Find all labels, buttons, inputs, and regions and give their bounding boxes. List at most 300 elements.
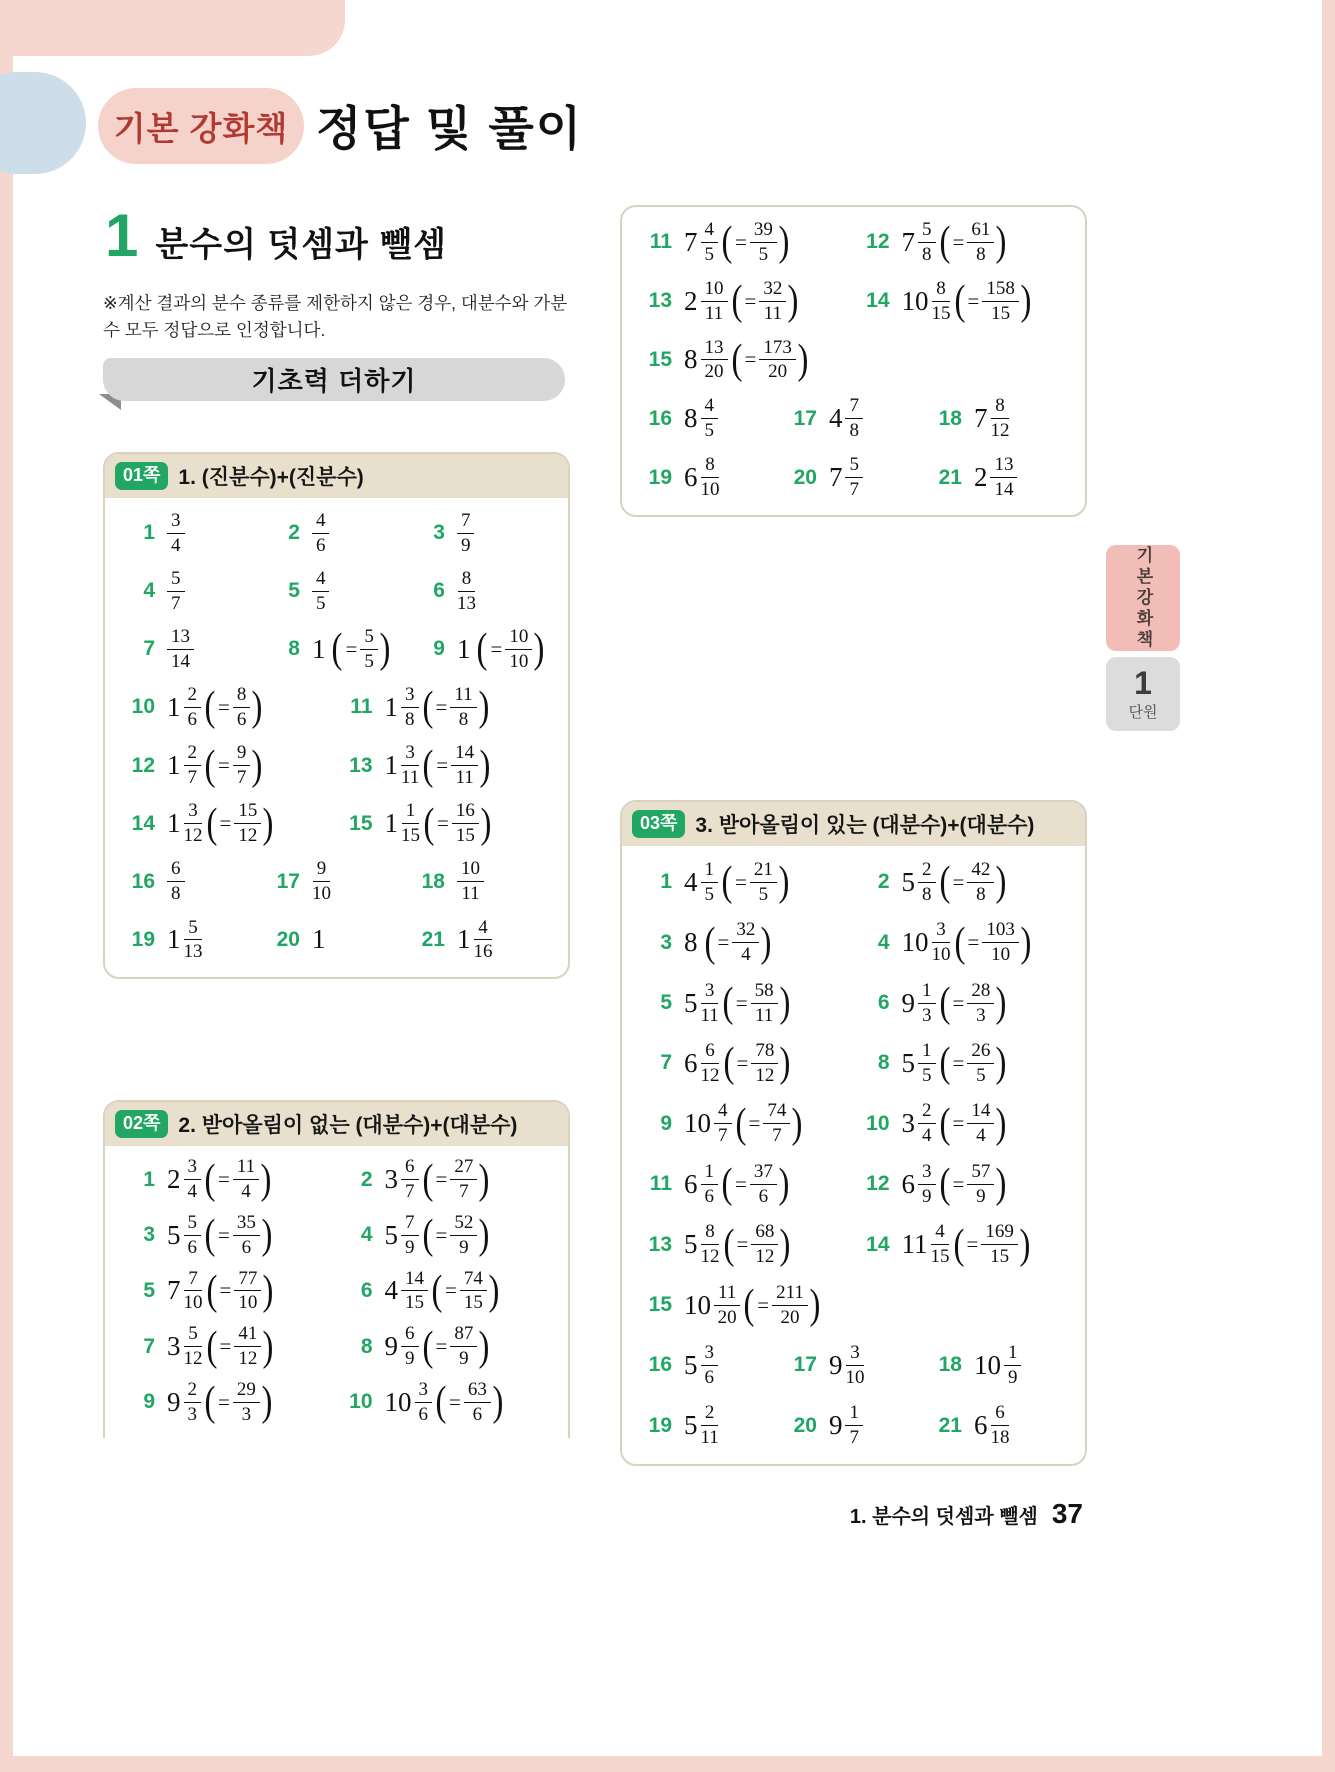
- improper-fraction-group: [421, 1324, 492, 1369]
- fraction: $\frac{1}{3}$: [918, 981, 936, 1026]
- answer-row: [125, 504, 560, 562]
- right-paren: ): [251, 742, 263, 789]
- whole-number: 10: [384, 1386, 412, 1417]
- answer-item: [270, 511, 415, 556]
- answer-item: [642, 220, 860, 265]
- fraction: $\frac{1}{7}$: [845, 1403, 863, 1448]
- answer-item: [860, 1041, 1078, 1086]
- fraction: $\frac{2}{4}$: [918, 1101, 936, 1146]
- fraction: $\frac{4}{5}$: [312, 569, 330, 614]
- equals-sign: =: [735, 990, 748, 1015]
- right-paren: ): [261, 1212, 273, 1259]
- answer-value: [684, 860, 791, 905]
- answer-item: [125, 627, 270, 672]
- answer-value: [684, 220, 791, 265]
- answer-number: 20: [793, 465, 817, 489]
- answer-number: 2: [877, 870, 890, 894]
- fraction: $\frac{4}{15}$: [930, 1221, 950, 1268]
- equals-sign: =: [952, 869, 965, 894]
- answer-box-2-continued-body: [622, 207, 1085, 515]
- page-tag-02: 02쪽: [115, 1110, 168, 1138]
- equals-sign: =: [952, 1171, 965, 1196]
- fraction: $\frac{3}{11}$: [401, 742, 420, 789]
- whole-number: 1: [167, 924, 181, 955]
- equals-sign: =: [744, 347, 757, 372]
- answer-number: 18: [938, 1353, 962, 1377]
- answer-number: 18: [938, 406, 962, 430]
- right-paren: ): [797, 336, 809, 383]
- whole-number: 5: [684, 1410, 698, 1441]
- answer-number: 8: [360, 1334, 373, 1358]
- answer-value: [167, 859, 185, 904]
- improper-fraction-group: [722, 1222, 793, 1267]
- right-paren: ): [479, 742, 491, 789]
- fraction: $\frac{3}{12}$: [183, 800, 203, 847]
- fraction: $\frac{42}{8}$: [967, 860, 994, 905]
- answer-item: [415, 569, 560, 614]
- right-paren: ): [995, 980, 1007, 1027]
- answer-value: [167, 801, 275, 846]
- fraction: $\frac{4}{5}$: [701, 220, 719, 265]
- fraction: $\frac{10}{11}$: [457, 859, 484, 904]
- equals-sign: =: [966, 1232, 979, 1257]
- fraction: $\frac{8}{12}$: [990, 395, 1010, 442]
- fraction: $\frac{103}{10}$: [982, 920, 1019, 965]
- answer-item: [787, 1403, 932, 1448]
- equals-sign: =: [748, 1111, 761, 1136]
- side-tab-unit-label: 단원: [1128, 703, 1158, 721]
- improper-fraction-group: [938, 1162, 1009, 1207]
- answer-value: [684, 1343, 718, 1388]
- right-paren: ): [492, 1379, 504, 1426]
- whole-number: 2: [973, 462, 988, 493]
- answer-item: [642, 920, 860, 965]
- equals-sign: =: [218, 1389, 230, 1414]
- improper-fraction-group: [703, 920, 774, 965]
- answer-number: 6: [360, 1278, 373, 1302]
- right-paren: ): [779, 980, 791, 1027]
- left-paren: (: [435, 1379, 447, 1426]
- improper-fraction-group: [203, 685, 264, 730]
- equals-sign: =: [736, 1050, 749, 1075]
- improper-fraction-group: [421, 1157, 492, 1202]
- answer-value: [684, 1041, 792, 1086]
- answer-value: [974, 455, 1018, 500]
- page-footer: [850, 1498, 1083, 1530]
- left-paren: (: [722, 980, 734, 1027]
- fraction: $\frac{1}{5}$: [918, 1041, 936, 1086]
- fraction: $\frac{3}{4}$: [184, 1157, 202, 1202]
- answer-number: 15: [648, 347, 672, 371]
- answer-row: [125, 737, 560, 795]
- side-tab-unit: [1106, 657, 1180, 731]
- whole-number: 7: [973, 403, 988, 434]
- answer-value: [457, 859, 484, 904]
- improper-fraction-group: [721, 981, 792, 1026]
- left-paren: (: [721, 219, 733, 266]
- equals-sign: =: [952, 990, 965, 1015]
- fraction: $\frac{11}{20}$: [714, 1283, 740, 1328]
- fraction: $\frac{3}{6}$: [701, 1343, 719, 1388]
- improper-fraction-group: [953, 279, 1033, 324]
- answer-value: [312, 627, 392, 672]
- left-paren: (: [723, 1040, 734, 1087]
- left-paren: (: [423, 800, 435, 847]
- answer-box-3-body: [622, 846, 1085, 1464]
- left-paren: (: [704, 919, 715, 966]
- answer-row: [125, 911, 560, 969]
- answer-box-2-title: 2. 받아올림이 없는 (대분수)+(대분수): [178, 1114, 518, 1137]
- answer-row: [642, 1154, 1077, 1214]
- fraction: $\frac{16}{15}$: [452, 801, 479, 846]
- fraction: $\frac{5}{13}$: [183, 916, 203, 963]
- right-paren: ): [995, 219, 1007, 266]
- answer-value: [385, 1213, 492, 1258]
- answer-number: 9: [660, 1111, 672, 1135]
- answer-value: [902, 1101, 1009, 1146]
- fraction: $\frac{6}{7}$: [401, 1157, 419, 1202]
- answer-value: [385, 1324, 492, 1369]
- answer-row: [125, 853, 560, 911]
- answer-item: [343, 1324, 561, 1369]
- answer-item: [343, 743, 561, 788]
- fraction: $\frac{13}{14}$: [990, 455, 1017, 500]
- answer-value: [167, 918, 203, 963]
- fraction: $\frac{1}{6}$: [701, 1162, 719, 1207]
- answer-number: 3: [143, 1223, 155, 1247]
- answer-value: [312, 569, 330, 614]
- answer-item: [642, 1162, 860, 1207]
- fraction: $\frac{74}{15}$: [460, 1269, 487, 1314]
- fraction: $\frac{41}{12}$: [234, 1324, 261, 1369]
- answer-number: 4: [877, 930, 890, 954]
- equals-sign: =: [435, 694, 448, 719]
- right-paren: ): [251, 684, 263, 731]
- fraction: $\frac{6}{8}$: [167, 859, 185, 904]
- equals-sign: =: [952, 1050, 965, 1075]
- answer-value: [684, 1403, 719, 1448]
- fraction: $\frac{39}{5}$: [750, 220, 777, 265]
- answer-box-2-header: [105, 1102, 568, 1146]
- answer-value: [167, 1380, 274, 1425]
- equals-sign: =: [435, 1222, 448, 1247]
- fraction: $\frac{87}{9}$: [450, 1324, 477, 1369]
- right-paren: ): [787, 278, 799, 325]
- whole-number: 6: [684, 462, 698, 493]
- answer-item: [125, 801, 343, 846]
- answer-value: [457, 627, 546, 672]
- page-edge-right: [1322, 0, 1335, 1772]
- fraction: $\frac{5}{5}$: [360, 627, 378, 672]
- fraction: $\frac{57}{9}$: [967, 1162, 994, 1207]
- fraction: $\frac{77}{10}$: [234, 1269, 261, 1314]
- right-paren: ): [261, 1379, 273, 1426]
- answer-value: [829, 396, 863, 441]
- answer-number: 3: [433, 521, 445, 545]
- answer-value: [457, 918, 493, 963]
- right-paren: ): [480, 800, 492, 847]
- answer-item: [125, 1269, 343, 1314]
- side-tab-unit-number: 1: [1134, 664, 1152, 701]
- fraction: $\frac{8}{10}$: [700, 454, 720, 501]
- answer-number: 12: [866, 230, 890, 254]
- right-paren: ): [379, 626, 391, 673]
- improper-fraction-group: [730, 279, 801, 324]
- right-paren: ): [760, 919, 772, 966]
- whole-number: 9: [828, 1410, 843, 1441]
- answer-row: [642, 272, 1077, 331]
- whole-number: 7: [901, 226, 915, 257]
- whole-number: 7: [167, 1275, 181, 1306]
- right-paren: ): [262, 1323, 274, 1370]
- left-paren: (: [204, 1156, 216, 1203]
- answer-value: [385, 685, 491, 730]
- series-badge: [98, 88, 304, 164]
- answer-value: [684, 1222, 792, 1267]
- answer-number: 10: [866, 1111, 890, 1135]
- answer-item: [860, 981, 1078, 1026]
- answer-value: [457, 511, 475, 556]
- equals-sign: =: [219, 1278, 232, 1303]
- right-paren: ): [809, 1282, 821, 1329]
- equals-sign: =: [218, 1167, 230, 1192]
- answer-number: 20: [276, 927, 300, 951]
- answer-box-1-title: 1. (진분수)+(진분수): [178, 466, 364, 489]
- answer-item: [932, 1343, 1077, 1388]
- answer-number: 14: [131, 811, 155, 835]
- answer-box-3-header: [622, 802, 1085, 846]
- answer-item: [642, 396, 787, 441]
- improper-fraction-group: [475, 627, 546, 672]
- answer-value: [385, 1157, 492, 1202]
- whole-number: 10: [901, 285, 929, 316]
- improper-fraction-group: [205, 1324, 276, 1369]
- fraction: $\frac{3}{4}$: [167, 511, 185, 556]
- left-paren: (: [332, 626, 343, 673]
- equals-sign: =: [717, 930, 730, 955]
- answer-item: [860, 860, 1078, 905]
- fraction: $\frac{1}{5}$: [701, 860, 719, 905]
- fraction: $\frac{35}{6}$: [233, 1213, 260, 1258]
- answer-item: [415, 511, 560, 556]
- fraction: $\frac{5}{7}$: [845, 455, 863, 500]
- whole-number: 4: [828, 403, 843, 434]
- answer-number: 5: [143, 1278, 155, 1302]
- fraction: $\frac{5}{7}$: [167, 569, 185, 614]
- answer-number: 1: [660, 870, 672, 894]
- fraction: $\frac{2}{11}$: [700, 1402, 719, 1449]
- equals-sign: =: [445, 1278, 457, 1303]
- answer-row: [642, 1214, 1077, 1274]
- answer-number: 7: [660, 1051, 672, 1075]
- improper-fraction-group: [720, 220, 791, 265]
- right-paren: ): [488, 1267, 500, 1314]
- answer-item: [270, 569, 415, 614]
- left-paren: (: [954, 278, 965, 325]
- equals-sign: =: [967, 288, 980, 313]
- answer-value: [684, 1162, 791, 1207]
- fraction: $\frac{11}{4}$: [233, 1157, 259, 1202]
- answer-item: [932, 1403, 1077, 1448]
- answer-row: [125, 1319, 560, 1375]
- answer-number: 10: [349, 1390, 373, 1414]
- fraction: $\frac{28}{3}$: [967, 981, 994, 1026]
- answer-value: [167, 1269, 275, 1314]
- fraction: $\frac{9}{7}$: [233, 743, 251, 788]
- fraction: $\frac{5}{8}$: [918, 220, 936, 265]
- whole-number: 5: [901, 1047, 915, 1078]
- answer-number: 2: [288, 521, 300, 545]
- fraction: $\frac{8}{12}$: [700, 1221, 720, 1268]
- answer-value: [684, 1283, 822, 1328]
- fraction: $\frac{10}{10}$: [505, 627, 532, 672]
- equals-sign: =: [218, 1222, 230, 1247]
- fraction: $\frac{6}{9}$: [401, 1324, 419, 1369]
- answer-row: [125, 678, 560, 736]
- answer-item: [125, 685, 343, 730]
- answer-row: [642, 1396, 1077, 1456]
- answer-item: [642, 1222, 860, 1267]
- left-paren: (: [422, 684, 433, 731]
- answer-value: [312, 859, 331, 904]
- improper-fraction-group: [203, 1213, 274, 1258]
- answer-box-1-body: [105, 498, 568, 977]
- answer-number: 1: [143, 521, 155, 545]
- whole-number: 9: [167, 1386, 181, 1417]
- right-paren: ): [1020, 278, 1032, 325]
- answer-item: [642, 1343, 787, 1388]
- fraction: $\frac{1}{9}$: [1004, 1343, 1022, 1388]
- answer-row: [125, 562, 560, 620]
- equals-sign: =: [952, 1111, 965, 1136]
- answer-item: [860, 1162, 1078, 1207]
- answer-value: [312, 926, 329, 953]
- answer-item: [642, 1041, 860, 1086]
- answer-value: [829, 455, 863, 500]
- answer-item: [642, 455, 787, 500]
- left-paren: (: [721, 1161, 733, 1208]
- footer-chapter: 1. 분수의 덧셈과 뺄셈: [849, 1506, 1038, 1528]
- answer-box-1-header: [105, 454, 568, 498]
- answer-number: 18: [421, 869, 445, 893]
- answer-box-2-continued: [620, 205, 1087, 517]
- whole-number: 9: [384, 1331, 398, 1362]
- answer-number: 14: [866, 289, 890, 313]
- fraction: $\frac{3}{6}$: [415, 1380, 433, 1425]
- left-paren: (: [743, 1282, 755, 1329]
- left-paren: (: [204, 1379, 216, 1426]
- page-tag-03: 03쪽: [632, 810, 685, 838]
- whole-number: 3: [901, 1108, 915, 1139]
- fraction: $\frac{2}{6}$: [184, 685, 202, 730]
- fraction: $\frac{4}{7}$: [714, 1101, 732, 1146]
- answer-item: [787, 396, 932, 441]
- fraction: $\frac{2}{7}$: [184, 743, 202, 788]
- whole-number: 5: [684, 1349, 698, 1380]
- answer-row: [642, 1094, 1077, 1154]
- fraction: $\frac{2}{3}$: [184, 1380, 202, 1425]
- whole-number: 1: [384, 691, 398, 722]
- equals-sign: =: [219, 811, 232, 836]
- whole-number: 5: [384, 1219, 398, 1250]
- answer-item: [125, 859, 270, 904]
- fraction: $\frac{68}{12}$: [751, 1222, 778, 1267]
- answer-item: [343, 1157, 561, 1202]
- fraction: $\frac{37}{6}$: [750, 1162, 777, 1207]
- fraction: $\frac{13}{20}$: [701, 338, 728, 383]
- improper-fraction-group: [421, 743, 492, 788]
- fraction: $\frac{78}{12}$: [751, 1041, 778, 1086]
- fraction: $\frac{14}{11}$: [451, 743, 478, 788]
- answer-value: [684, 1101, 804, 1146]
- answer-item: [125, 511, 270, 556]
- answer-item: [642, 1403, 787, 1448]
- answer-number: 1: [143, 1167, 155, 1191]
- equals-sign: =: [437, 811, 449, 836]
- answer-number: 15: [648, 1293, 672, 1317]
- answer-value: [684, 455, 720, 500]
- section-banner: 기초력 더하기: [103, 358, 565, 401]
- left-paren: (: [206, 1267, 217, 1314]
- whole-number: 8: [684, 344, 698, 375]
- answer-box-3: [620, 800, 1087, 1466]
- fraction: $\frac{4}{5}$: [701, 396, 719, 441]
- left-paren: (: [204, 684, 216, 731]
- right-paren: ): [995, 1100, 1007, 1147]
- answer-number: 4: [143, 579, 155, 603]
- fraction: $\frac{158}{15}$: [982, 279, 1019, 324]
- improper-fraction-group: [742, 1283, 822, 1328]
- fraction: $\frac{15}{12}$: [234, 801, 261, 846]
- page-edge-bottom: [0, 1756, 1335, 1772]
- answer-row: [642, 389, 1077, 448]
- fraction: $\frac{10}{11}$: [701, 279, 728, 324]
- left-paren: (: [723, 1221, 734, 1268]
- answer-value: [167, 685, 264, 730]
- answer-item: [125, 1213, 343, 1258]
- answer-item: [125, 743, 343, 788]
- answer-item: [860, 220, 1078, 265]
- answer-value: [974, 1343, 1022, 1388]
- left-paren: (: [477, 626, 488, 673]
- answer-value: [684, 920, 773, 965]
- improper-fraction-group: [730, 338, 810, 383]
- whole-number: 1: [456, 633, 471, 664]
- fraction: $\frac{1}{15}$: [401, 800, 420, 847]
- answer-number: 21: [938, 465, 962, 489]
- fraction: $\frac{7}{10}$: [183, 1267, 203, 1314]
- answer-item: [125, 1324, 343, 1369]
- improper-fraction-group: [203, 1380, 274, 1425]
- left-paren: (: [939, 1100, 950, 1147]
- answer-value: [829, 1403, 863, 1448]
- answer-number: 13: [349, 753, 373, 777]
- answer-row: [125, 1152, 560, 1208]
- right-paren: ): [262, 1267, 274, 1314]
- equals-sign: =: [345, 636, 358, 661]
- page-edge-left: [0, 0, 13, 1772]
- answer-row: [642, 973, 1077, 1033]
- answer-value: [167, 1213, 274, 1258]
- whole-number: 5: [167, 1219, 181, 1250]
- answer-value: [902, 1222, 1032, 1267]
- whole-number: 6: [973, 1410, 988, 1441]
- fraction: $\frac{27}{7}$: [450, 1157, 477, 1202]
- answer-number: 17: [793, 1353, 817, 1377]
- answer-value: [684, 981, 792, 1026]
- whole-number: 1: [456, 924, 471, 955]
- answer-number: 7: [143, 637, 155, 661]
